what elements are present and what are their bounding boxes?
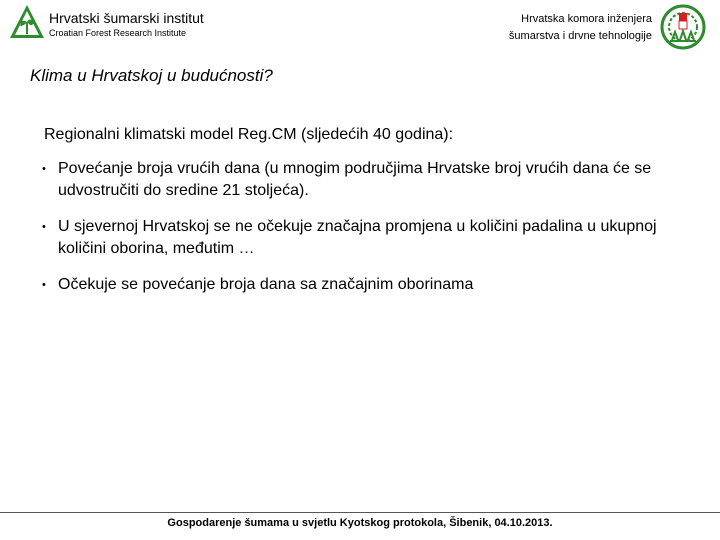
bullet-item [40,274,690,296]
right-org-line2: šumarstva i drvne tehnologije [508,30,652,42]
bullet-text: U sjevernoj Hrvatskoj se ne očekuje značajna promjena u količini padalina u ukupnoj količini oborina, međutim … [58,218,657,257]
bullet-text: Očekuje se povećanje broja dana sa značajnim oborinama [58,276,474,293]
left-org-name: Hrvatski šumarski institut [49,10,204,26]
left-org-subtitle: Croatian Forest Research Institute [49,28,187,38]
bullet-dot: • [42,279,46,291]
bullet-text: Povećanje broja vrućih dana (u mnogim područjima Hrvatske broj vrućih dana će se udvostručiti do sredine 21 stoljeća). [58,160,652,199]
bullet-dot: • [42,221,46,233]
right-org-line1: Hrvatska komora inženjera [521,13,652,25]
forest-institute-logo-icon [9,4,45,40]
slide-intro: Regionalni klimatski model Reg.CM (sljedećih 40 godina): [44,126,454,143]
header [0,0,720,50]
slide-title: Klima u Hrvatskoj u budućnosti? [30,66,273,85]
bullet-dot: • [42,163,46,175]
footer-text: Gospodarenje šumama u svjetlu Kyotskog protokola, Šibenik, 04.10.2013. [167,517,553,529]
footer-divider [0,512,720,513]
bullet-item [40,158,690,202]
chamber-logo-icon [660,4,706,50]
right-org [509,11,652,45]
bullet-item [40,216,690,260]
bullet-list [40,158,690,310]
